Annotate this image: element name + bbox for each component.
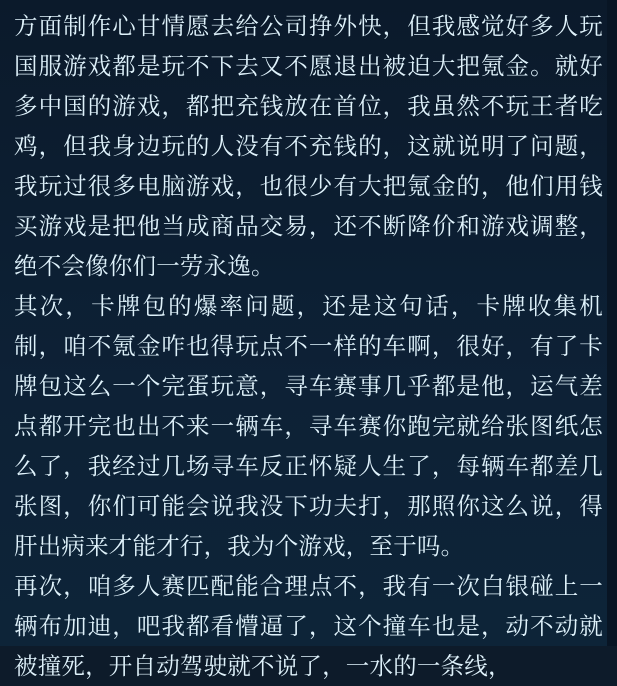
paragraph-3: 再次，咱多人赛匹配能合理点不，我有一次白银碰上一辆布加迪，吧我都看懵逼了，这个撞车也是，动不动就被撞死，开自动驾驶就不说了，一水的一条线， xyxy=(14,572,603,680)
paragraph-1: 方面制作心甘情愿去给公司挣外快，但我感觉好多人玩国服游戏都是玩不下去又不愿退出被迫大把氪金。就好多中国的游戏，都把充钱放在首位，我虽然不玩王者吃鸡，但我身边玩的人没有不充钱的，这就说明了问题，我玩过很多电脑游戏，也很少有大把氪金的，他们用钱买游戏是把他当成商品交易，还不断降价和游戏调整，绝不会像你们一劳永逸。 xyxy=(14,12,603,280)
paragraph-2: 其次，卡牌包的爆率问题，还是这句话，卡牌收集机制，咱不氪金咋也得玩点不一样的车啊，很好，有了卡牌包这么一个完蛋玩意，寻车赛事几乎都是他，运气差点都开完也出不来一辆车，寻车赛你跑完就给张图纸怎么了，我经过几场寻车反正怀疑人生了，每辆车都差几张图，你们可能会说我没下功夫打，那照你这么说，得肝出病来才能才行，我为个游戏，至于吗。 xyxy=(14,292,603,560)
article-body xyxy=(14,6,603,686)
